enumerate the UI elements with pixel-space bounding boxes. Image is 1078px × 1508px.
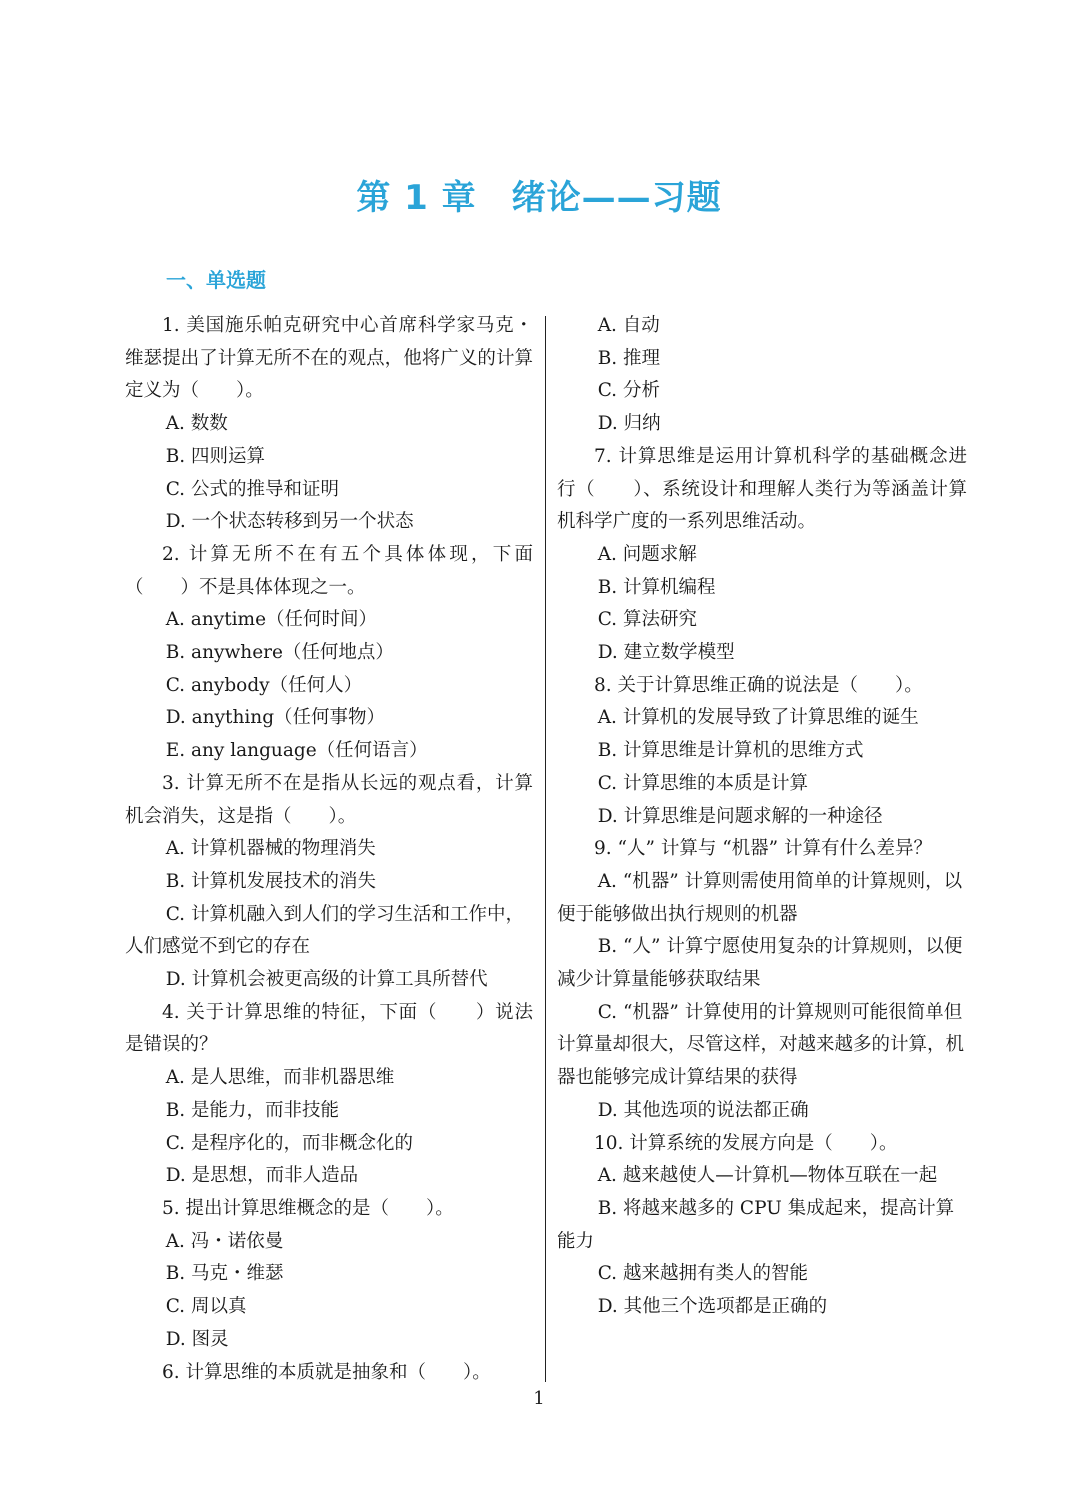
option-text: B. “人” 计算宁愿使用复杂的计算规则，以便减少计算量能够获取结果	[557, 936, 963, 991]
option-text: C. 算法研究	[597, 609, 697, 631]
option-text: C. 分析	[597, 380, 660, 402]
option-text: C. 越来越拥有类人的智能	[597, 1263, 808, 1285]
option-text: C. anybody（任何人）	[165, 674, 363, 696]
option-text: B. 马克・维瑟	[165, 1263, 284, 1285]
option-text: A. 冯・诺依曼	[165, 1230, 284, 1252]
question-text: 10. 计算系统的发展方向是（ ）。	[594, 1132, 898, 1154]
option-text: A. 越来越使人—计算机—物体互联在一起	[597, 1165, 938, 1187]
option-text: A. 问题求解	[597, 543, 697, 565]
option-text: E. any language（任何语言）	[165, 740, 428, 762]
left-column	[125, 310, 533, 1389]
option-text: A. 计算机的发展导致了计算思维的诞生	[597, 707, 919, 729]
question-text: 6. 计算思维的本质就是抽象和（ ）。	[162, 1361, 491, 1383]
option-text: B. 是能力，而非技能	[165, 1099, 340, 1121]
option-text: A. 数数	[165, 413, 228, 435]
question-text: 7. 计算思维是运用计算机科学的基础概念进行（ ）、系统设计和理解人类行为等涵盖计算机科学广度的一系列思维活动。	[557, 445, 967, 533]
option-text: B. 推理	[597, 347, 661, 369]
page-title: 第 1 章 绪论——习题	[356, 178, 722, 218]
question-text: 5. 提出计算思维概念的是（ ）。	[162, 1197, 454, 1219]
option-text: B. 计算思维是计算机的思维方式	[597, 740, 864, 762]
option-text: C. 计算思维的本质是计算	[597, 772, 808, 794]
option-text: D. 是思想，而非人造品	[165, 1165, 359, 1187]
option-text: D. anything（任何事物）	[165, 707, 386, 729]
option-text: C. 是程序化的，而非概念化的	[165, 1132, 413, 1154]
option-text: D. 计算机会被更高级的计算工具所替代	[165, 969, 488, 991]
option-text: D. 建立数学模型	[597, 642, 735, 664]
option-text: A. 计算机器械的物理消失	[165, 838, 376, 860]
option-text: B. anywhere（任何地点）	[165, 642, 394, 664]
question-text: 4. 关于计算思维的特征，下面（ ）说法是错误的？	[125, 1001, 533, 1056]
option-text: C. 周以真	[165, 1296, 247, 1318]
option-text: B. 四则运算	[165, 445, 266, 467]
section-heading: 一、单选题	[166, 268, 266, 292]
option-text: C. “机器” 计算使用的计算规则可能很简单但计算量却很大，尽管这样，对越来越多的计算，机器也能够完成计算结果的获得	[557, 1001, 965, 1089]
option-text: D. 计算思维是问题求解的一种途径	[597, 805, 883, 827]
option-text: C. 公式的推导和证明	[165, 478, 339, 500]
question-text: 9. “人” 计算与 “机器” 计算有什么差异？	[594, 838, 933, 860]
option-text: B. 计算机发展技术的消失	[165, 870, 377, 892]
option-text: D. 一个状态转移到另一个状态	[165, 511, 414, 533]
option-text: B. 将越来越多的 CPU 集成起来，提高计算能力	[557, 1197, 955, 1252]
option-text: A. anytime（任何时间）	[165, 609, 378, 631]
column-divider	[545, 316, 546, 1382]
option-text: C. 计算机融入到人们的学习生活和工作中，人们感觉不到它的存在	[125, 903, 524, 958]
right-column	[557, 310, 967, 1324]
page-number: 1	[533, 1388, 545, 1409]
question-text: 2. 计算无所不在有五个具体体现，下面（ ）不是具体体现之一。	[125, 543, 533, 598]
option-text: A. 自动	[597, 315, 660, 336]
option-text: A. “机器” 计算则需使用简单的计算规则，以便于能够做出执行规则的机器	[557, 870, 963, 925]
question-text: 3. 计算无所不在是指从长远的观点看，计算机会消失，这是指（ ）。	[125, 772, 533, 827]
option-text: B. 计算机编程	[597, 576, 716, 598]
option-text: A. 是人思维，而非机器思维	[165, 1067, 395, 1089]
question-text: 8. 关于计算思维正确的说法是（ ）。	[594, 674, 923, 696]
option-text: D. 归纳	[597, 413, 661, 435]
option-text: D. 图灵	[165, 1328, 229, 1350]
option-text: D. 其他三个选项都是正确的	[597, 1296, 828, 1318]
option-text: D. 其他选项的说法都正确	[597, 1099, 809, 1121]
question-text: 1. 美国施乐帕克研究中心首席科学家马克・维瑟提出了计算无所不在的观点，他将广义的计算定义为（ ）。	[125, 315, 533, 402]
